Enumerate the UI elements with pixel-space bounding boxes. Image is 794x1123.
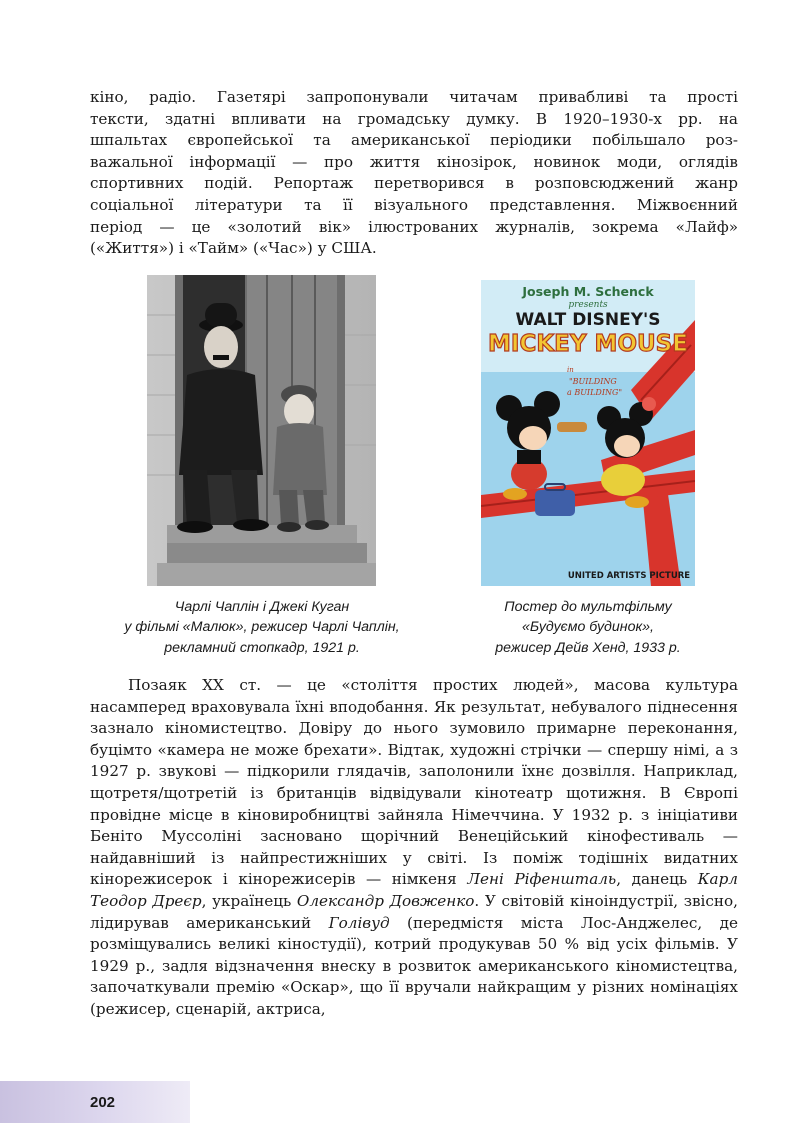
poster-episode-1: "BUILDING xyxy=(569,377,617,386)
paragraph-line: («Життя») і «Тайм» («Час») у США. xyxy=(90,239,377,258)
paragraph-text: Позаяк XX ст. — це «століття простих людей», масова культура насамперед враховувала їхні вподобання. Як результат, небувалого піднесення зазнало кіномистецтво. Довіру до нього зумовило примарне переконання, буцімто «камера не може брехати». Відтак, художні стрічки — спершу німі, а з 1927 р. звукові — підкорили глядачів, заполонили їхнє дозвілля. Наприклад, щотретя/щотретій із британців відвідували кінотеатр щотижня. В Європі провідне місце в кіновиробництві зайняла Німеччина. У 1932 р. з ініціативи Беніто Муссоліні засновано щорічний Венеційський кінофестиваль — найдавніший із найпрестижніших у світі. Із поміж тодішніх видатних кінорежисерок і кінорежисерів — німкеня xyxy=(90,676,738,889)
poster-brand: WALT DISNEY'S xyxy=(515,310,661,330)
photo-caption xyxy=(92,597,432,658)
paragraph-line: соціальної літератури та її візуального представлення. Міжвоєнний xyxy=(90,195,738,214)
caption-line: у фільмі «Малюк», режисер Чарлі Чаплін, xyxy=(124,619,400,636)
poster-presents: presents xyxy=(568,300,608,310)
paragraph-text: , данець xyxy=(616,870,698,889)
paragraph-line: важальної інформації — про життя кінозірок, новинок моди, оглядів xyxy=(90,152,738,171)
page-number: 202 xyxy=(90,1094,116,1111)
caption-line: режисер Дейв Хенд, 1933 р. xyxy=(495,639,681,656)
paragraph-line: кіно, радіо. Газетярі запропонували читачам привабливі та прості xyxy=(90,88,738,106)
mickey-mouse-poster xyxy=(481,280,695,586)
paragraph-line: тексти, здатні впливати на громадську думку. В 1920–1930-х рр. на xyxy=(90,109,738,128)
person-name: Карл Теодор Дреєр xyxy=(90,870,738,910)
person-name: Олександр Довженко xyxy=(296,891,475,910)
caption-line: рекламний стопкадр, 1921 р. xyxy=(164,639,360,656)
chaplin-coogan-photo xyxy=(147,275,376,586)
poster-title: MICKEY MOUSE xyxy=(488,331,688,357)
paragraph-line: шпальтах європейської та американської періодики побільшало роз- xyxy=(90,131,738,150)
paragraph-text: , українець xyxy=(201,891,297,910)
paragraph-text: . У світовій кіноіндустрії, звісно, лідирував американський xyxy=(90,891,738,932)
caption-line: «Будуємо будинок», xyxy=(522,619,654,636)
paragraph-line: спортивних подій. Репортаж перетворився в розповсюджений жанр xyxy=(90,174,738,193)
intro-paragraph xyxy=(90,87,738,260)
person-name: Лені Ріфеншталь xyxy=(467,870,617,889)
paragraph-text: (передмістя міста Лос-Анджелес, де розміщувались великі кіностудії), котрий продукував 50 % від усіх фільмів. У 1929 р., задля відзначення внеску в розвиток американського кіномистецтва, започаткували премію «Оскар», що її вручали найкращим у різних номінаціях (режисер, сценарій, актриса, xyxy=(90,913,738,1018)
poster-caption xyxy=(442,597,734,658)
caption-line: Чарлі Чаплін і Джекі Куган xyxy=(174,599,350,615)
studio-name: Голівуд xyxy=(328,913,390,932)
poster-distributor: UNITED ARTISTS PICTURE xyxy=(567,571,691,581)
caption-line: Постер до мультфільму xyxy=(504,599,672,615)
poster-episode-2: a BUILDING" xyxy=(567,388,623,397)
main-paragraph xyxy=(90,675,738,1021)
paragraph-line: період — це «золотий вік» ілюстрованих журналів, зокрема «Лайф» xyxy=(90,217,738,236)
poster-in: in xyxy=(567,366,574,374)
poster-presenter: Joseph M. Schenck xyxy=(522,284,654,299)
